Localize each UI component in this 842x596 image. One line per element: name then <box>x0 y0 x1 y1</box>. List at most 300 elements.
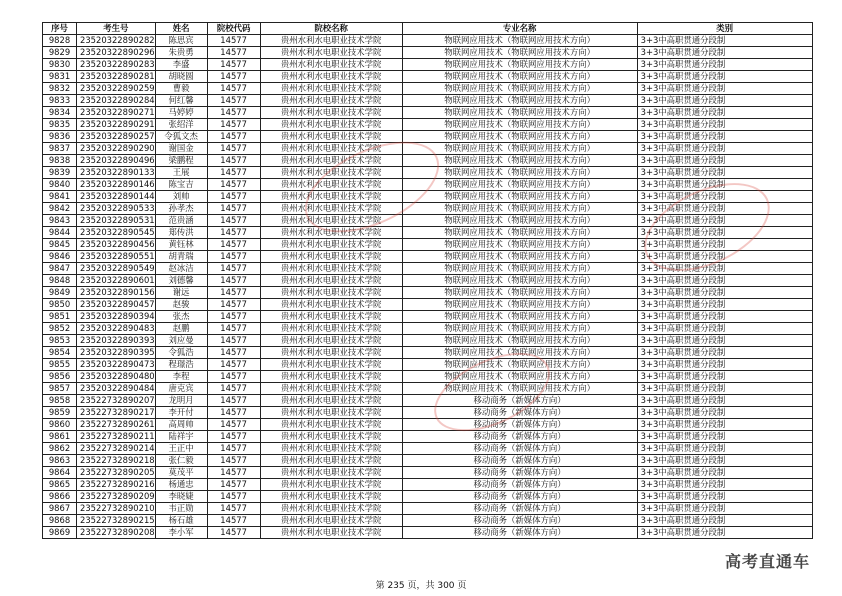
cell-major-name: 移动商务（新媒体方向） <box>402 479 637 491</box>
cell-major-name: 移动商务（新媒体方向） <box>402 491 637 503</box>
cell-school-name: 贵州水利水电职业技术学院 <box>260 431 402 443</box>
cell-school-name: 贵州水利水电职业技术学院 <box>260 479 402 491</box>
table-header-row <box>43 23 813 35</box>
cell-exam-number: 23520322890394 <box>77 311 156 323</box>
cell-name: 陆祥宇 <box>155 431 207 443</box>
cell-name: 龙明月 <box>155 395 207 407</box>
cell-major-name: 移动商务（新媒体方向） <box>402 455 637 467</box>
cell-name: 何红馨 <box>155 95 207 107</box>
cell-name: 唐克宾 <box>155 383 207 395</box>
cell-index: 9857 <box>43 383 77 395</box>
header-index: 序号 <box>43 23 77 35</box>
cell-exam-number: 23520322890531 <box>77 215 156 227</box>
cell-school-code: 14577 <box>207 35 260 47</box>
cell-exam-number: 23520322890551 <box>77 251 156 263</box>
cell-name: 李开付 <box>155 407 207 419</box>
cell-school-code: 14577 <box>207 227 260 239</box>
cell-school-name: 贵州水利水电职业技术学院 <box>260 167 402 179</box>
table-row <box>43 143 813 155</box>
cell-category: 3+3中高职贯通分段制 <box>637 95 812 107</box>
cell-school-name: 贵州水利水电职业技术学院 <box>260 527 402 539</box>
cell-name: 王展 <box>155 167 207 179</box>
cell-index: 9853 <box>43 335 77 347</box>
cell-school-code: 14577 <box>207 527 260 539</box>
cell-school-name: 贵州水利水电职业技术学院 <box>260 215 402 227</box>
cell-school-name: 贵州水利水电职业技术学院 <box>260 299 402 311</box>
cell-name: 李小军 <box>155 527 207 539</box>
cell-exam-number: 23520322890144 <box>77 191 156 203</box>
cell-index: 9863 <box>43 455 77 467</box>
cell-name: 李程 <box>155 371 207 383</box>
cell-major-name: 物联网应用技术（物联网应用技术方向） <box>402 131 637 143</box>
cell-name: 马婷婷 <box>155 107 207 119</box>
cell-school-code: 14577 <box>207 71 260 83</box>
cell-major-name: 物联网应用技术（物联网应用技术方向） <box>402 215 637 227</box>
cell-school-code: 14577 <box>207 419 260 431</box>
cell-exam-number: 23520322890549 <box>77 263 156 275</box>
cell-school-name: 贵州水利水电职业技术学院 <box>260 287 402 299</box>
admission-list-table <box>42 22 813 539</box>
cell-category: 3+3中高职贯通分段制 <box>637 527 812 539</box>
cell-school-code: 14577 <box>207 431 260 443</box>
cell-exam-number: 23520322890473 <box>77 359 156 371</box>
cell-exam-number: 23522732890205 <box>77 467 156 479</box>
cell-school-code: 14577 <box>207 47 260 59</box>
cell-index: 9860 <box>43 419 77 431</box>
cell-category: 3+3中高职贯通分段制 <box>637 371 812 383</box>
cell-major-name: 物联网应用技术（物联网应用技术方向） <box>402 47 637 59</box>
cell-index: 9830 <box>43 59 77 71</box>
cell-school-name: 贵州水利水电职业技术学院 <box>260 227 402 239</box>
cell-name: 梁鹏程 <box>155 155 207 167</box>
cell-exam-number: 23522732890217 <box>77 407 156 419</box>
cell-index: 9844 <box>43 227 77 239</box>
cell-index: 9864 <box>43 467 77 479</box>
cell-major-name: 物联网应用技术（物联网应用技术方向） <box>402 203 637 215</box>
table-row <box>43 479 813 491</box>
cell-category: 3+3中高职贯通分段制 <box>637 167 812 179</box>
cell-name: 杨通忠 <box>155 479 207 491</box>
cell-major-name: 物联网应用技术（物联网应用技术方向） <box>402 71 637 83</box>
cell-school-code: 14577 <box>207 251 260 263</box>
cell-school-code: 14577 <box>207 479 260 491</box>
cell-index: 9841 <box>43 191 77 203</box>
page-number: 第 235 页，共 300 页 <box>375 581 467 591</box>
cell-school-name: 贵州水利水电职业技术学院 <box>260 35 402 47</box>
cell-index: 9850 <box>43 299 77 311</box>
cell-name: 张杰 <box>155 311 207 323</box>
cell-name: 杨石雄 <box>155 515 207 527</box>
cell-major-name: 物联网应用技术（物联网应用技术方向） <box>402 227 637 239</box>
cell-school-code: 14577 <box>207 347 260 359</box>
cell-school-name: 贵州水利水电职业技术学院 <box>260 275 402 287</box>
cell-major-name: 物联网应用技术（物联网应用技术方向） <box>402 95 637 107</box>
cell-major-name: 物联网应用技术（物联网应用技术方向） <box>402 299 637 311</box>
cell-name: 胡青瑞 <box>155 251 207 263</box>
cell-school-code: 14577 <box>207 323 260 335</box>
cell-category: 3+3中高职贯通分段制 <box>637 443 812 455</box>
cell-major-name: 物联网应用技术（物联网应用技术方向） <box>402 323 637 335</box>
cell-category: 3+3中高职贯通分段制 <box>637 455 812 467</box>
cell-major-name: 物联网应用技术（物联网应用技术方向） <box>402 179 637 191</box>
header-major-name: 专业名称 <box>402 23 637 35</box>
cell-category: 3+3中高职贯通分段制 <box>637 227 812 239</box>
cell-name: 张绍洋 <box>155 119 207 131</box>
cell-major-name: 物联网应用技术（物联网应用技术方向） <box>402 263 637 275</box>
cell-index: 9867 <box>43 503 77 515</box>
table-row <box>43 275 813 287</box>
cell-exam-number: 23522732890207 <box>77 395 156 407</box>
cell-name: 黄钰林 <box>155 239 207 251</box>
cell-index: 9856 <box>43 371 77 383</box>
cell-exam-number: 23520322890457 <box>77 299 156 311</box>
cell-school-code: 14577 <box>207 83 260 95</box>
cell-school-name: 贵州水利水电职业技术学院 <box>260 239 402 251</box>
cell-major-name: 移动商务（新媒体方向） <box>402 395 637 407</box>
cell-index: 9855 <box>43 359 77 371</box>
cell-school-name: 贵州水利水电职业技术学院 <box>260 383 402 395</box>
cell-name: 郑传洪 <box>155 227 207 239</box>
cell-index: 9869 <box>43 527 77 539</box>
cell-name: 令狐浩 <box>155 347 207 359</box>
table-row <box>43 395 813 407</box>
cell-school-code: 14577 <box>207 263 260 275</box>
cell-school-name: 贵州水利水电职业技术学院 <box>260 59 402 71</box>
cell-school-code: 14577 <box>207 119 260 131</box>
table-row <box>43 47 813 59</box>
cell-school-name: 贵州水利水电职业技术学院 <box>260 179 402 191</box>
cell-name: 谢国金 <box>155 143 207 155</box>
cell-school-name: 贵州水利水电职业技术学院 <box>260 455 402 467</box>
cell-major-name: 物联网应用技术（物联网应用技术方向） <box>402 143 637 155</box>
table-row <box>43 59 813 71</box>
cell-exam-number: 23522732890215 <box>77 515 156 527</box>
cell-name: 令狐文杰 <box>155 131 207 143</box>
cell-school-code: 14577 <box>207 407 260 419</box>
cell-category: 3+3中高职贯通分段制 <box>637 299 812 311</box>
cell-category: 3+3中高职贯通分段制 <box>637 83 812 95</box>
cell-index: 9831 <box>43 71 77 83</box>
table-row <box>43 239 813 251</box>
cell-index: 9866 <box>43 491 77 503</box>
cell-category: 3+3中高职贯通分段制 <box>637 395 812 407</box>
cell-exam-number: 23520322890480 <box>77 371 156 383</box>
cell-category: 3+3中高职贯通分段制 <box>637 407 812 419</box>
cell-exam-number: 23520322890484 <box>77 383 156 395</box>
cell-school-name: 贵州水利水电职业技术学院 <box>260 107 402 119</box>
cell-name: 刘应曼 <box>155 335 207 347</box>
cell-exam-number: 23520322890290 <box>77 143 156 155</box>
cell-name: 孙孝杰 <box>155 203 207 215</box>
cell-exam-number: 23522732890208 <box>77 527 156 539</box>
cell-major-name: 物联网应用技术（物联网应用技术方向） <box>402 155 637 167</box>
cell-index: 9838 <box>43 155 77 167</box>
cell-major-name: 移动商务（新媒体方向） <box>402 443 637 455</box>
cell-index: 9859 <box>43 407 77 419</box>
cell-index: 9842 <box>43 203 77 215</box>
table-row <box>43 467 813 479</box>
cell-school-code: 14577 <box>207 131 260 143</box>
cell-category: 3+3中高职贯通分段制 <box>637 347 812 359</box>
header-exam-number: 考生号 <box>77 23 156 35</box>
cell-category: 3+3中高职贯通分段制 <box>637 359 812 371</box>
cell-school-code: 14577 <box>207 467 260 479</box>
cell-category: 3+3中高职贯通分段制 <box>637 479 812 491</box>
cell-exam-number: 23520322890271 <box>77 107 156 119</box>
cell-major-name: 物联网应用技术（物联网应用技术方向） <box>402 347 637 359</box>
cell-category: 3+3中高职贯通分段制 <box>637 383 812 395</box>
cell-exam-number: 23520322890156 <box>77 287 156 299</box>
table-row <box>43 299 813 311</box>
cell-exam-number: 23520322890133 <box>77 167 156 179</box>
cell-exam-number: 23520322890291 <box>77 119 156 131</box>
cell-exam-number: 23520322890496 <box>77 155 156 167</box>
cell-major-name: 移动商务（新媒体方向） <box>402 503 637 515</box>
cell-school-code: 14577 <box>207 203 260 215</box>
cell-index: 9834 <box>43 107 77 119</box>
cell-school-code: 14577 <box>207 515 260 527</box>
table-row <box>43 203 813 215</box>
cell-school-code: 14577 <box>207 491 260 503</box>
header-school-code: 院校代码 <box>207 23 260 35</box>
cell-category: 3+3中高职贯通分段制 <box>637 239 812 251</box>
cell-school-name: 贵州水利水电职业技术学院 <box>260 335 402 347</box>
cell-exam-number: 23520322890281 <box>77 71 156 83</box>
cell-major-name: 物联网应用技术（物联网应用技术方向） <box>402 35 637 47</box>
cell-exam-number: 23520322890283 <box>77 59 156 71</box>
cell-index: 9862 <box>43 443 77 455</box>
cell-school-code: 14577 <box>207 191 260 203</box>
cell-category: 3+3中高职贯通分段制 <box>637 107 812 119</box>
cell-school-name: 贵州水利水电职业技术学院 <box>260 347 402 359</box>
cell-name: 胡晓圆 <box>155 71 207 83</box>
cell-exam-number: 23520322890483 <box>77 323 156 335</box>
cell-index: 9836 <box>43 131 77 143</box>
table-row <box>43 431 813 443</box>
cell-name: 李晓婕 <box>155 491 207 503</box>
cell-school-name: 贵州水利水电职业技术学院 <box>260 191 402 203</box>
table-row <box>43 527 813 539</box>
header-category: 类别 <box>637 23 812 35</box>
cell-name: 赵冰洁 <box>155 263 207 275</box>
cell-school-code: 14577 <box>207 359 260 371</box>
cell-school-name: 贵州水利水电职业技术学院 <box>260 395 402 407</box>
cell-school-code: 14577 <box>207 335 260 347</box>
cell-index: 9865 <box>43 479 77 491</box>
watermark-text: 高考直通车 <box>724 552 810 571</box>
cell-index: 9849 <box>43 287 77 299</box>
cell-exam-number: 23522732890218 <box>77 455 156 467</box>
cell-exam-number: 23520322890146 <box>77 179 156 191</box>
cell-school-code: 14577 <box>207 455 260 467</box>
cell-category: 3+3中高职贯通分段制 <box>637 215 812 227</box>
cell-index: 9839 <box>43 167 77 179</box>
cell-name: 莫茂平 <box>155 467 207 479</box>
cell-school-code: 14577 <box>207 167 260 179</box>
cell-school-name: 贵州水利水电职业技术学院 <box>260 323 402 335</box>
cell-category: 3+3中高职贯通分段制 <box>637 47 812 59</box>
cell-major-name: 物联网应用技术（物联网应用技术方向） <box>402 371 637 383</box>
cell-category: 3+3中高职贯通分段制 <box>637 59 812 71</box>
cell-school-code: 14577 <box>207 215 260 227</box>
cell-index: 9833 <box>43 95 77 107</box>
cell-major-name: 物联网应用技术（物联网应用技术方向） <box>402 119 637 131</box>
cell-exam-number: 23520322890257 <box>77 131 156 143</box>
cell-category: 3+3中高职贯通分段制 <box>637 155 812 167</box>
cell-index: 9868 <box>43 515 77 527</box>
cell-school-code: 14577 <box>207 299 260 311</box>
table-row <box>43 227 813 239</box>
cell-index: 9835 <box>43 119 77 131</box>
cell-index: 9851 <box>43 311 77 323</box>
table-row <box>43 515 813 527</box>
cell-category: 3+3中高职贯通分段制 <box>637 491 812 503</box>
cell-major-name: 物联网应用技术（物联网应用技术方向） <box>402 311 637 323</box>
cell-category: 3+3中高职贯通分段制 <box>637 251 812 263</box>
cell-major-name: 物联网应用技术（物联网应用技术方向） <box>402 239 637 251</box>
cell-school-code: 14577 <box>207 395 260 407</box>
cell-school-name: 贵州水利水电职业技术学院 <box>260 515 402 527</box>
cell-school-name: 贵州水利水电职业技术学院 <box>260 119 402 131</box>
cell-name: 韦正勋 <box>155 503 207 515</box>
cell-name: 曹毅 <box>155 83 207 95</box>
cell-category: 3+3中高职贯通分段制 <box>637 35 812 47</box>
cell-major-name: 移动商务（新媒体方向） <box>402 467 637 479</box>
cell-major-name: 物联网应用技术（物联网应用技术方向） <box>402 335 637 347</box>
cell-school-code: 14577 <box>207 443 260 455</box>
cell-major-name: 移动商务（新媒体方向） <box>402 527 637 539</box>
cell-index: 9861 <box>43 431 77 443</box>
cell-major-name: 物联网应用技术（物联网应用技术方向） <box>402 251 637 263</box>
cell-exam-number: 23520322890393 <box>77 335 156 347</box>
table-row <box>43 155 813 167</box>
cell-major-name: 移动商务（新媒体方向） <box>402 407 637 419</box>
cell-major-name: 物联网应用技术（物联网应用技术方向） <box>402 191 637 203</box>
table-row <box>43 35 813 47</box>
cell-name: 陈宝吉 <box>155 179 207 191</box>
cell-school-code: 14577 <box>207 311 260 323</box>
cell-name: 范贵涵 <box>155 215 207 227</box>
cell-school-name: 贵州水利水电职业技术学院 <box>260 95 402 107</box>
cell-school-name: 贵州水利水电职业技术学院 <box>260 407 402 419</box>
cell-index: 9843 <box>43 215 77 227</box>
cell-major-name: 移动商务（新媒体方向） <box>402 515 637 527</box>
table-row <box>43 71 813 83</box>
cell-school-name: 贵州水利水电职业技术学院 <box>260 311 402 323</box>
cell-index: 9854 <box>43 347 77 359</box>
cell-school-code: 14577 <box>207 287 260 299</box>
cell-school-name: 贵州水利水电职业技术学院 <box>260 371 402 383</box>
cell-school-name: 贵州水利水电职业技术学院 <box>260 203 402 215</box>
cell-exam-number: 23522732890210 <box>77 503 156 515</box>
table-row <box>43 263 813 275</box>
cell-exam-number: 23520322890601 <box>77 275 156 287</box>
cell-school-code: 14577 <box>207 383 260 395</box>
cell-exam-number: 23522732890261 <box>77 419 156 431</box>
cell-school-name: 贵州水利水电职业技术学院 <box>260 143 402 155</box>
cell-category: 3+3中高职贯通分段制 <box>637 131 812 143</box>
header-school-name: 院校名称 <box>260 23 402 35</box>
table-row <box>43 383 813 395</box>
cell-name: 王正中 <box>155 443 207 455</box>
cell-name: 赵骏 <box>155 299 207 311</box>
cell-index: 9858 <box>43 395 77 407</box>
cell-category: 3+3中高职贯通分段制 <box>637 311 812 323</box>
cell-category: 3+3中高职贯通分段制 <box>637 71 812 83</box>
cell-major-name: 物联网应用技术（物联网应用技术方向） <box>402 59 637 71</box>
cell-school-code: 14577 <box>207 179 260 191</box>
cell-index: 9852 <box>43 323 77 335</box>
cell-index: 9846 <box>43 251 77 263</box>
cell-major-name: 物联网应用技术（物联网应用技术方向） <box>402 107 637 119</box>
table-row <box>43 119 813 131</box>
table-row <box>43 251 813 263</box>
table-row <box>43 419 813 431</box>
cell-category: 3+3中高职贯通分段制 <box>637 323 812 335</box>
cell-category: 3+3中高职贯通分段制 <box>637 287 812 299</box>
cell-exam-number: 23522732890216 <box>77 479 156 491</box>
table-row <box>43 107 813 119</box>
cell-category: 3+3中高职贯通分段制 <box>637 503 812 515</box>
cell-category: 3+3中高职贯通分段制 <box>637 179 812 191</box>
cell-major-name: 物联网应用技术（物联网应用技术方向） <box>402 167 637 179</box>
cell-category: 3+3中高职贯通分段制 <box>637 335 812 347</box>
cell-name: 高周帅 <box>155 419 207 431</box>
table-row <box>43 347 813 359</box>
cell-category: 3+3中高职贯通分段制 <box>637 263 812 275</box>
table-row <box>43 359 813 371</box>
cell-major-name: 物联网应用技术（物联网应用技术方向） <box>402 275 637 287</box>
table-row <box>43 191 813 203</box>
table-row <box>43 215 813 227</box>
cell-exam-number: 23520322890259 <box>77 83 156 95</box>
cell-school-code: 14577 <box>207 239 260 251</box>
cell-school-code: 14577 <box>207 275 260 287</box>
table-row <box>43 407 813 419</box>
cell-school-code: 14577 <box>207 155 260 167</box>
cell-school-code: 14577 <box>207 59 260 71</box>
cell-name: 张仁毅 <box>155 455 207 467</box>
table-row <box>43 95 813 107</box>
cell-category: 3+3中高职贯通分段制 <box>637 431 812 443</box>
cell-index: 9847 <box>43 263 77 275</box>
cell-category: 3+3中高职贯通分段制 <box>637 143 812 155</box>
cell-index: 9840 <box>43 179 77 191</box>
cell-exam-number: 23522732890211 <box>77 431 156 443</box>
cell-school-name: 贵州水利水电职业技术学院 <box>260 491 402 503</box>
cell-school-name: 贵州水利水电职业技术学院 <box>260 419 402 431</box>
cell-index: 9845 <box>43 239 77 251</box>
table-row <box>43 179 813 191</box>
cell-index: 9837 <box>43 143 77 155</box>
cell-category: 3+3中高职贯通分段制 <box>637 419 812 431</box>
cell-school-name: 贵州水利水电职业技术学院 <box>260 503 402 515</box>
table-row <box>43 311 813 323</box>
cell-name: 刘德馨 <box>155 275 207 287</box>
table-row <box>43 335 813 347</box>
table-row <box>43 443 813 455</box>
cell-exam-number: 23522732890209 <box>77 491 156 503</box>
table-row <box>43 83 813 95</box>
table-row <box>43 323 813 335</box>
cell-school-code: 14577 <box>207 503 260 515</box>
cell-name: 朱贵勇 <box>155 47 207 59</box>
table-row <box>43 371 813 383</box>
cell-index: 9828 <box>43 35 77 47</box>
cell-category: 3+3中高职贯通分段制 <box>637 515 812 527</box>
cell-category: 3+3中高职贯通分段制 <box>637 203 812 215</box>
cell-school-name: 贵州水利水电职业技术学院 <box>260 263 402 275</box>
